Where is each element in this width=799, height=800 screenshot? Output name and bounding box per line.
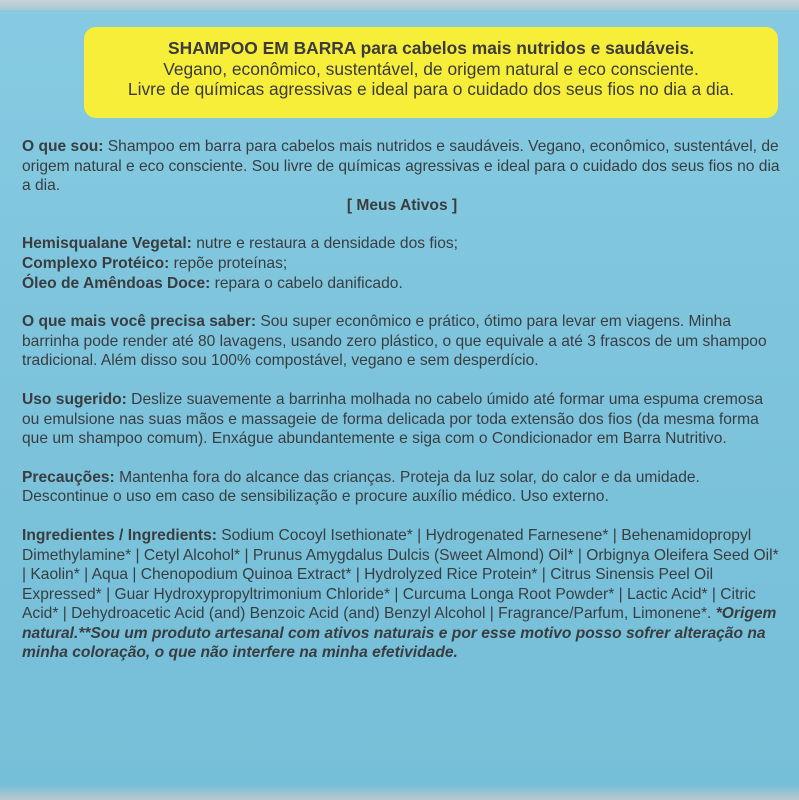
- precaucoes-label: Precauções:: [22, 468, 115, 486]
- uso-sugerido-text: Deslize suavemente a barrinha molhada no cabelo úmido até formar uma espuma cremosa ou emulsione nas suas mãos e massageie de forma delicada por toda extensão dos fios (da mesma forma que um shampoo comum). Enxágue abundantemente e siga com o Condicionador em Barra Nutritivo.: [22, 390, 764, 448]
- banner-title-bold: SHAMPOO EM BARRA: [167, 38, 356, 58]
- banner-line-2: Vegano, econômico, sustentável, de origem natural e eco consciente.: [163, 58, 699, 79]
- banner-line-3: Livre de químicas agressivas e ideal para o cuidado dos seus fios no dia a dia.: [127, 79, 735, 99]
- bottom-edge: [0, 786, 799, 800]
- ativo-text: repara o cabelo danificado.: [210, 274, 403, 292]
- yellow-banner: [84, 27, 778, 118]
- precisa-saber-text: Sou super econômico e prático, ótimo para levar em viagens. Minha barrinha pode render até 80 lavagens, usando zero plástico, o que equivale a até 3 frascos de um shampoo tradicional. Além disso sou 100% compostável, vegano e sem desperdício.: [22, 313, 767, 370]
- precisa-saber-paragraph: [22, 312, 782, 371]
- precaucoes-text: Mantenha fora do alcance das crianças. Proteja da luz solar, do calor e da umidade. Descontinue o uso em caso de sensibilização e procure auxílio médico. Uso externo.: [22, 468, 700, 506]
- ativo-item: [22, 234, 782, 254]
- ativos-heading: [ Meus Ativos ]: [346, 196, 458, 214]
- o-que-sou-label: O que sou:: [22, 138, 104, 155]
- ingredientes-text: Sodium Cocoyl Isethionate* | Hydrogenated Farnesene* | Behenamidopropyl Dimethylamine* | Cetyl Alcohol* | Prunus Amygdalus Dulcis (Sweet Almond) Oil* | Orbignya Oleifera Seed Oil* | Kaolin* | Aqua | Chenopodium Quinoa Extract* | Hydrolyzed Rice Protein* | Citrus Sinensis Peel Oil Expressed* | Guar Hydroxypropyltrimonium Chloride* | Curcuma Longa Root Powder* | Lactic Acid* | Citric Acid* | Dehydroacetic Acid (and) Benzoic Acid (and) Benzyl Alcohol | Fragrance/Parfum, Limonene*.: [22, 526, 779, 623]
- ativo-text: repõe proteínas;: [169, 254, 288, 272]
- o-que-sou-text: Shampoo em barra para cabelos mais nutridos e saudáveis. Vegano, econômico, sustentável, de origem natural e eco consciente. Sou livre de químicas agressivas e ideal para o cuidado dos seus fios no dia a dia.: [22, 138, 780, 195]
- ativo-label: Óleo de Amêndoas Doce:: [22, 274, 211, 292]
- ativo-label: Complexo Protéico:: [22, 254, 170, 272]
- precisa-saber-label: O que mais você precisa saber:: [22, 313, 257, 331]
- ativo-label: Hemisqualane Vegetal:: [22, 235, 192, 253]
- uso-sugerido-label: Uso sugerido:: [22, 390, 127, 408]
- top-edge: [0, 0, 799, 10]
- ingredientes-label: Ingredientes / Ingredients:: [22, 526, 217, 544]
- ativo-text: nutre e restaura a densidade dos fios;: [191, 235, 459, 253]
- label-text-body: [22, 137, 782, 663]
- banner-title-rest: para cabelos mais nutridos e saudáveis.: [355, 38, 695, 58]
- ativo-item: [22, 274, 782, 294]
- o-que-sou-paragraph: [22, 137, 782, 196]
- ativo-item: [22, 254, 782, 274]
- ingredientes-paragraph: [22, 526, 782, 663]
- ingredientes-note: *Origem natural.**Sou um produto artesanal com ativos naturais e por esse motivo posso sofrer alteração na minha coloração, o que não interfere na minha efetividade.: [22, 605, 777, 662]
- banner-title: [84, 38, 778, 59]
- precaucoes-paragraph: [22, 468, 782, 507]
- uso-sugerido-paragraph: [22, 390, 782, 449]
